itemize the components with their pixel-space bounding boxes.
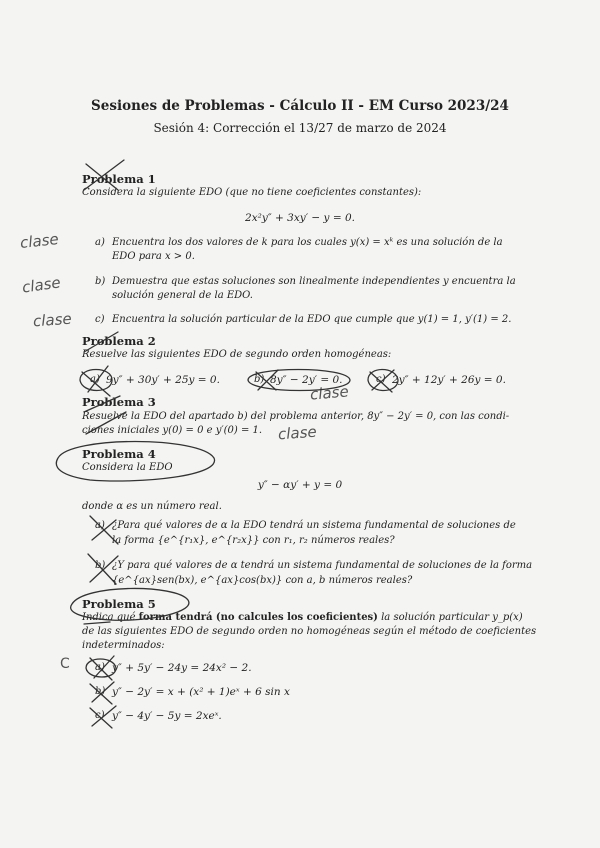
handwritten-clase-3: clase — [32, 309, 73, 331]
problem-5a-equation: y″ + 5y′ − 24y = 24x² − 2. — [112, 662, 252, 674]
problem-2a-equation: 9y″ + 30y′ + 25y = 0. — [106, 374, 220, 386]
handwritten-c-mark: C — [60, 656, 70, 672]
problem-2a-label: a) — [90, 374, 100, 385]
problem-4-title: Problema 4 — [82, 447, 156, 461]
problem-5-line3: indeterminados: — [82, 640, 165, 651]
problem-5b-equation: y″ − 2y′ = x + (x² + 1)eˣ + 6 sin x — [112, 686, 290, 698]
problem-5c-label: c) — [95, 710, 105, 721]
problem-3-title: Problema 3 — [82, 395, 156, 409]
problem-1c-line1: Encuentra la solución particular de la EDO que cumple que y(1) = 1, y′(1) = 2. — [112, 314, 512, 325]
handwritten-clase-4: clase — [309, 382, 350, 404]
problem-4-intro: Considera la EDO — [82, 462, 173, 473]
problem-1a-label: a) — [95, 237, 105, 248]
handwritten-clase-5: clase — [277, 422, 318, 444]
problem-5b-label: b) — [95, 686, 106, 697]
problem-5-title: Problema 5 — [82, 597, 156, 611]
problem-3-line2: ciones iniciales y(0) = 0 e y′(0) = 1. — [82, 425, 263, 436]
problem-4-after: donde α es un número real. — [82, 501, 222, 512]
problem-1a-line1: Encuentra los dos valores de k para los cuales y(x) = xᵏ es una solución de la — [112, 237, 503, 248]
problem-2-title: Problema 2 — [82, 334, 156, 348]
problem-5-line1-pre: Indica qué — [82, 612, 139, 623]
problem-2c-label: c) — [376, 374, 386, 385]
problem-5a-label: a) — [95, 662, 105, 673]
problem-5c-equation: y″ − 4y′ − 5y = 2xeˣ. — [112, 710, 222, 722]
problem-4b-line2: {e^{ax}sen(bx), e^{ax}cos(bx)} con a, b números reales? — [112, 575, 413, 586]
problem-2-intro: Resuelve las siguientes EDO de segundo orden homogéneas: — [82, 349, 392, 360]
problem-5-line1-post: la solución particular y_p(x) — [377, 612, 523, 623]
problem-4a-label: a) — [95, 520, 105, 531]
problem-3-line1: Resuelve la EDO del apartado b) del problema anterior, 8y″ − 2y′ = 0, con las condi- — [82, 411, 510, 422]
handwritten-clase-2: clase — [20, 273, 62, 297]
problem-1b-label: b) — [95, 276, 106, 287]
problem-1a-line2: EDO para x > 0. — [112, 251, 195, 262]
problem-1b-line1: Demuestra que estas soluciones son linealmente independientes y encuentra la — [112, 276, 516, 287]
problem-1-intro: Considera la siguiente EDO (que no tiene coeficientes constantes): — [82, 187, 422, 198]
problem-5-line1 — [82, 612, 523, 623]
problem-5-line2: de las siguientes EDO de segundo orden no homogéneas según el método de coeficientes — [82, 626, 537, 637]
problem-1c-label: c) — [95, 314, 105, 325]
problem-1b-line2: solución general de la EDO. — [112, 290, 253, 301]
problem-4-equation: y″ − αy′ + y = 0 — [257, 479, 343, 491]
problem-4b-line1: ¿Y para qué valores de α tendrá un sistema fundamental de soluciones de la forma — [112, 560, 533, 571]
problem-2b-equation: 8y″ − 2y′ = 0. — [270, 374, 343, 386]
problem-1-equation: 2x²y″ + 3xy′ − y = 0. — [245, 212, 355, 224]
problem-2b-label: b) — [254, 374, 265, 385]
problem-4a-line1: ¿Para qué valores de α la EDO tendrá un sistema fundamental de soluciones de — [112, 520, 516, 531]
handwritten-clase-1: clase — [19, 230, 60, 252]
problem-4b-label: b) — [95, 560, 106, 571]
problem-4a-line2: la forma {e^{r₁x}, e^{r₂x}} con r₁, r₂ números reales? — [112, 535, 395, 546]
page-subtitle: Sesión 4: Corrección el 13/27 de marzo de 2024 — [153, 121, 447, 135]
problem-2c-equation: 2y″ + 12y′ + 26y = 0. — [392, 374, 506, 386]
page-title: Sesiones de Problemas - Cálculo II - EM Curso 2023/24 — [91, 98, 509, 114]
problem-1-title: Problema 1 — [82, 172, 156, 186]
problem-5-line1-bold: forma tendrá (no calcules los coeficientes) — [138, 612, 378, 623]
